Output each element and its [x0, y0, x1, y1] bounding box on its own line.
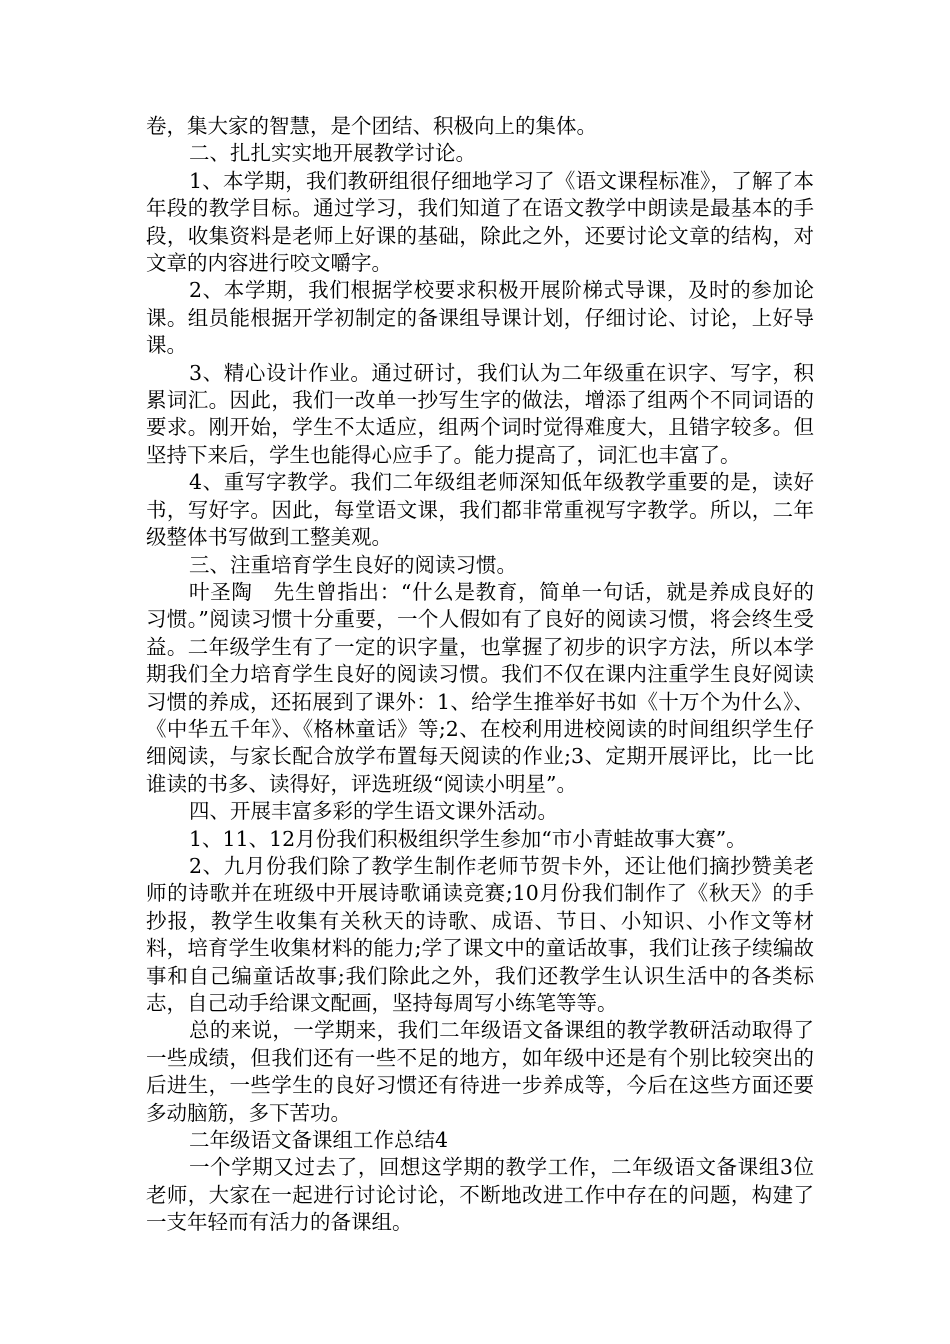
paragraph: 2、本学期，我们根据学校要求积极开展阶梯式导课，及时的参加论课。组员能根据开学初制定的备课组导课计划，仔细讨论、讨论，上好导课。: [146, 278, 814, 358]
paragraph: 总的来说，一学期来，我们二年级语文备课组的教学教研活动取得了一些成绩，但我们还有一些不足的地方，如年级中还是有个别比较突出的后进生，一些学生的良好习惯还有待进一步养成等，今后在这些方面还要多动脑筋，多下苦功。: [146, 1018, 814, 1125]
paragraph: 1、本学期，我们教研组很仔细地学习了《语文课程标准》，了解了本年段的教学目标。通过学习，我们知道了在语文教学中朗读是最基本的手段，收集资料是老师上好课的基础，除此之外，还要讨论文章的结构，对文章的内容进行咬文嚼字。: [146, 168, 814, 276]
document-body: [146, 113, 814, 1237]
section-heading: 四、开展丰富多彩的学生语文课外活动。: [189, 799, 558, 824]
paragraph: 2、九月份我们除了教学生制作老师节贺卡外，还让他们摘抄赞美老师的诗歌并在班级中开展诗歌诵读竞赛;10月份我们制作了《秋天》的手抄报，教学生收集有关秋天的诗歌、成语、节日、小知识、小作文等材料，培育学生收集材料的能力;学了课文中的童话故事，我们让孩子续编故事和自己编童话故事;我们除此之外，我们还教学生认识生活中的各类标志，自己动手给课文配画，坚持每周写小练笔等等。: [146, 853, 814, 1015]
paragraph: 一个学期又过去了，回想这学期的教学工作，二年级语文备课组3位老师，大家在一起进行讨论讨论，不断地改进工作中存在的问题，构建了一支年轻而有活力的备课组。: [146, 1155, 814, 1235]
paragraph: 卷，集大家的智慧，是个团结、积极向上的集体。: [146, 114, 597, 138]
paragraph: 3、精心设计作业。通过研讨，我们认为二年级重在识字、写字，积累词汇。因此，我们一改单一抄写生字的做法，增添了组两个不同词语的要求。刚开始，学生不太适应，组两个词时觉得难度大，且错字较多。但坚持下来后，学生也能得心应手了。能力提高了，词汇也丰富了。: [146, 360, 814, 467]
paragraph: 4、重写字教学。我们二年级组老师深知低年级教学重要的是，读好书，写好字。因此，每堂语文课，我们都非常重视写字教学。所以，二年级整体书写做到工整美观。: [146, 470, 814, 550]
paragraph: 叶圣陶 先生曾指出：“什么是教育，简单一句话，就是养成良好的习惯。”阅读习惯十分重要，一个人假如有了良好的阅读习惯，将会终生受益。二年级学生有了一定的识字量，也掌握了初步的识字方法，所以本学期我们全力培育学生良好的阅读习惯。我们不仅在课内注重学生良好阅读习惯的养成，还拓展到了课外：1、给学生推举好书如《十万个为什么》、《中华五千年》、《格林童话》等;2、在校利用进校阅读的时间组织学生仔细阅读，与家长配合放学布置每天阅读的作业;3、定期开展评比，比一比谁读的书多、读得好，评选班级“阅读小明星”。: [146, 579, 814, 796]
paragraph: 1、11、12月份我们积极组织学生参加“市小青蛙故事大赛”。: [189, 826, 747, 851]
section-heading: 三、注重培育学生良好的阅读习惯。: [189, 552, 517, 577]
section-heading: 二、扎扎实实地开展教学讨论。: [189, 141, 476, 166]
document-subtitle: 二年级语文备课组工作总结4: [189, 1128, 449, 1153]
